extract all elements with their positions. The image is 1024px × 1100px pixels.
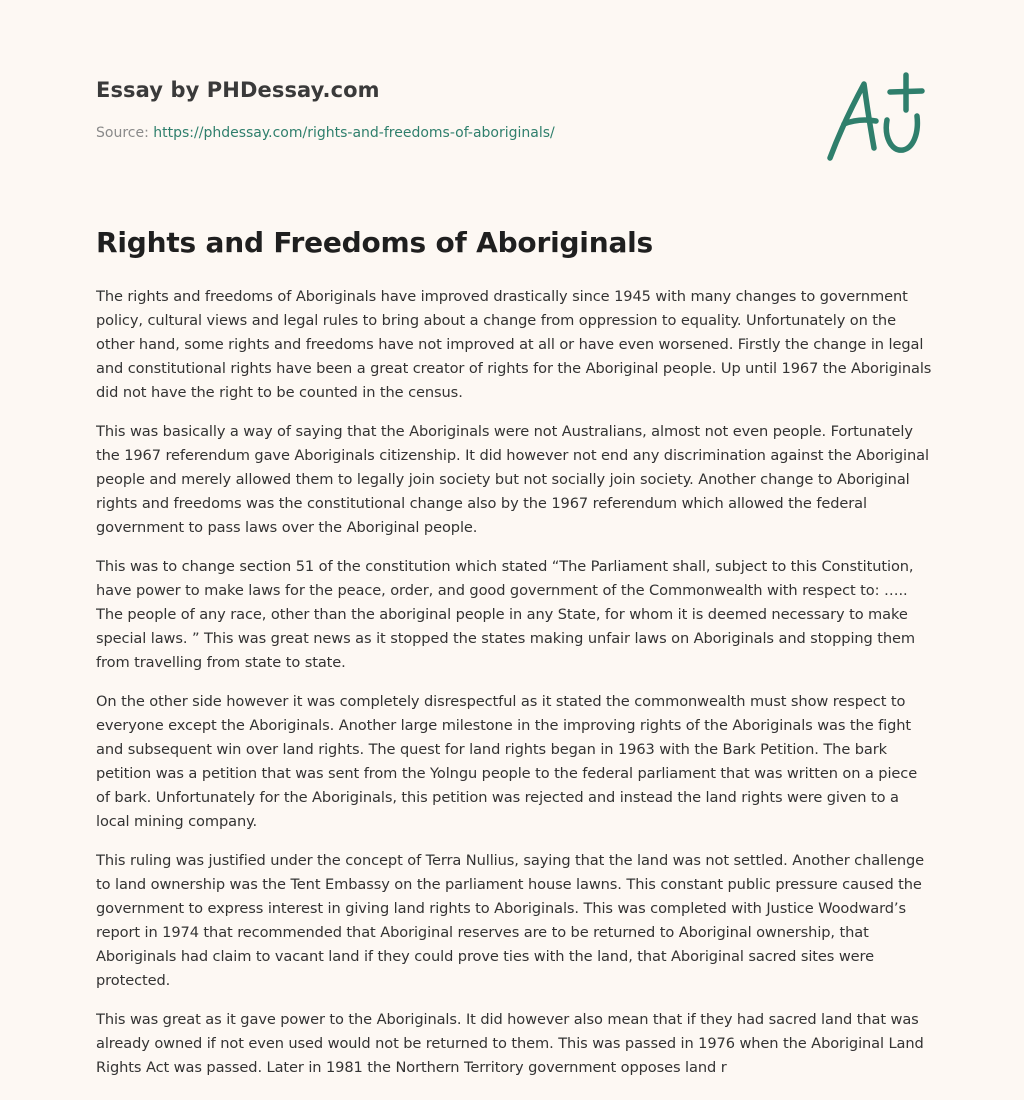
site-title: Essay by PHDessay.com [96, 78, 380, 102]
essay-body [96, 285, 932, 1095]
essay-page [96, 0, 932, 1100]
source-line [96, 125, 555, 141]
source-label: Source: [96, 125, 154, 141]
essay-paragraph: This was to change section 51 of the constitution which stated “The Parliament shall, subject to this Constitution, have power to make laws for the peace, order, and good government of the Commonwealth with respect to: ….. The people of any race, other than the aboriginal people in any State, for whom it is deemed necessary to make special laws. ” This was great news as it stopped the states making unfair laws on Aboriginals and stopping them from travelling from state to state. [96, 558, 916, 671]
essay-paragraph: This was basically a way of saying that the Aboriginals were not Australians, almost not even people. Fortunately the 1967 referendum gave Aboriginals citizenship. It did however not end any discrimination against the Aboriginal people and merely allowed them to legally join society but not socially join society. Another change to Aboriginal rights and freedoms was the constitutional change also by the 1967 referendum which allowed the federal government to pass laws over the Aboriginal people. [96, 423, 929, 536]
a-plus-logo-icon [824, 68, 928, 168]
source-link[interactable]: https://phdessay.com/rights-and-freedoms-of-aboriginals/ [153, 125, 555, 141]
essay-paragraph: The rights and freedoms of Aboriginals have improved drastically since 1945 with many changes to government policy, cultural views and legal rules to bring about a change from oppression to equality. Unfortunately on the other hand, some rights and freedoms have not improved at all or have even worsened. Firstly the change in legal and constitutional rights have been a great creator of rights for the Aboriginal people. Up until 1967 the Aboriginals did not have the right to be counted in the census. [96, 288, 932, 401]
site-header [96, 0, 932, 200]
essay-title: Rights and Freedoms of Aboriginals [96, 226, 654, 259]
essay-paragraph: This ruling was justified under the concept of Terra Nullius, saying that the land was not settled. Another challenge to land ownership was the Tent Embassy on the parliament house lawns. This constant public pressure caused the government to express interest in giving land rights to Aboriginals. This was completed with Justice Woodward’s report in 1974 that recommended that Aboriginal reserves are to be returned to Aboriginal ownership, that Aboriginals had claim to vacant land if they could prove ties with the land, that Aboriginal sacred sites were protected. [96, 852, 925, 989]
essay-paragraph: This was great as it gave power to the Aboriginals. It did however also mean that if they had sacred land that was already owned if not even used would not be returned to them. This was passed in 1976 when the Aboriginal Land Rights Act was passed. Later in 1981 the Northern Territory government opposes land r [96, 1011, 924, 1076]
essay-paragraph: On the other side however it was completely disrespectful as it stated the commonwealth must show respect to everyone except the Aboriginals. Another large milestone in the improving rights of the Aboriginals was the fight and subsequent win over land rights. The quest for land rights began in 1963 with the Bark Petition. The bark petition was a petition that was sent from the Yolngu people to the federal parliament that was written on a piece of bark. Unfortunately for the Aboriginals, this petition was rejected and instead the land rights were given to a local mining company. [96, 693, 918, 830]
